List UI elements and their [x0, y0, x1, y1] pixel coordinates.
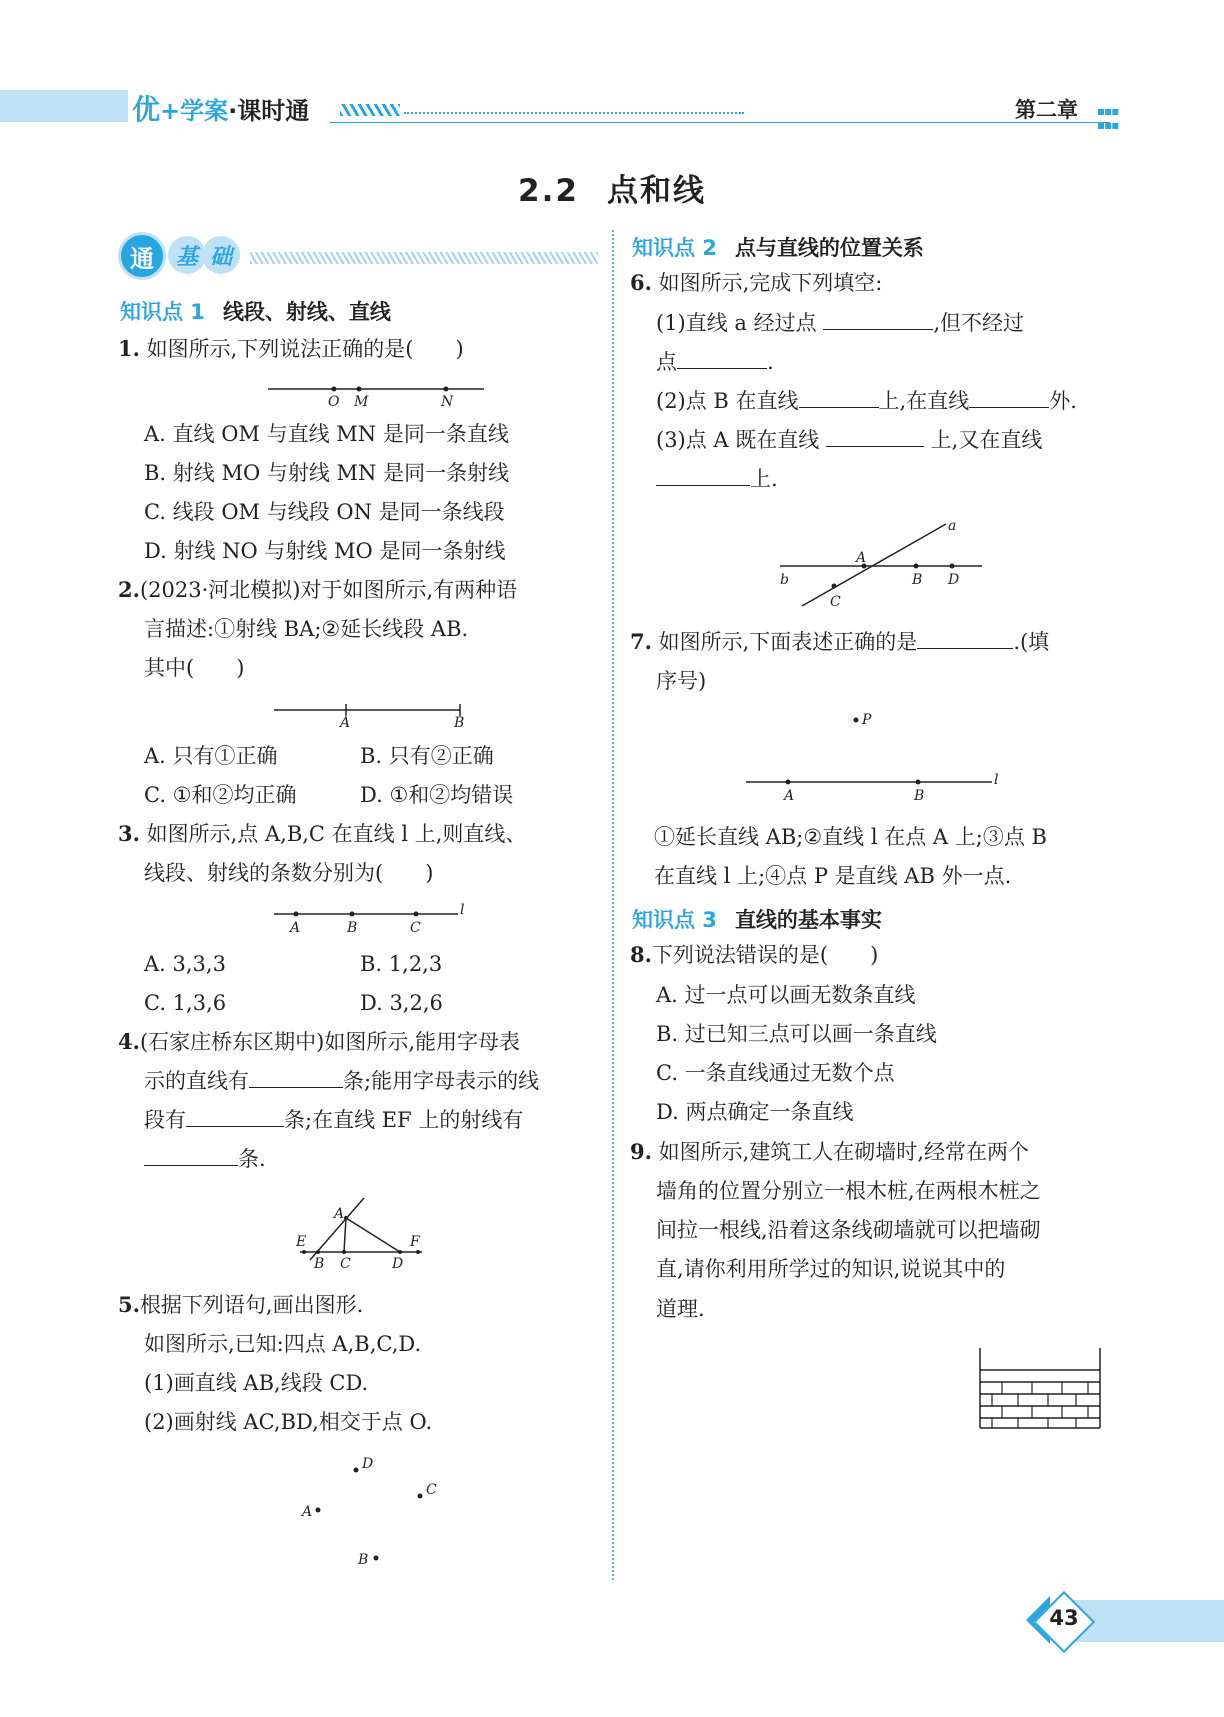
- q5-label-C: C: [426, 1482, 437, 1498]
- q3-option-a: A. 3,3,3: [144, 952, 226, 976]
- q8-option-c: C. 一条直线通过无数个点: [656, 1061, 895, 1085]
- q6-label-A: A: [856, 550, 867, 566]
- q6-line4: (2)点 B 在直线 上,在直线 外.: [656, 382, 1077, 420]
- page-number: 43: [1049, 1606, 1079, 1630]
- q4-line2: 示的直线有 条;能用字母表示的线: [144, 1062, 539, 1100]
- q1-option-a: A. 直线 OM 与直线 MN 是同一条直线: [144, 422, 509, 446]
- q2-label-A: A: [340, 715, 351, 728]
- q1-option-b: B. 射线 MO 与射线 MN 是同一条射线: [144, 461, 510, 485]
- page-title: 2.2 点和线: [518, 173, 706, 209]
- q7-label-B: B: [914, 788, 925, 804]
- q1-option-c: C. 线段 OM 与线段 ON 是同一条线段: [144, 500, 505, 524]
- header-rule: [330, 122, 1110, 123]
- q6-line5: (3)点 A 既在直线 上,又在直线: [656, 421, 1042, 459]
- chapter-label: 第二章: [1015, 98, 1078, 122]
- q2-line2: 言描述:①射线 BA;②延长线段 AB.: [144, 617, 469, 641]
- q7-line3: ①延长直线 AB;②直线 l 在点 A 上;③点 B: [654, 825, 1047, 849]
- q3-label-C: C: [410, 920, 421, 934]
- q2-option-b: B. 只有②正确: [360, 744, 494, 768]
- q7-figure: [742, 704, 1022, 808]
- q6-blank-5: [826, 424, 924, 447]
- q3-line2: 线段、射线的条数分别为( ): [144, 861, 434, 885]
- kp3-heading: 知识点 3 直线的基本事实: [632, 908, 882, 932]
- badge-hatch: [250, 252, 598, 264]
- q3-line1: 3. 如图所示,点 A,B,C 在直线 l 上,则直线、: [118, 821, 527, 846]
- q3-option-b: B. 1,2,3: [360, 952, 443, 976]
- q6-label-C: C: [830, 594, 841, 610]
- section-badge: [118, 232, 166, 280]
- q4-label-F: F: [410, 1234, 420, 1250]
- q5-label-D: D: [362, 1456, 374, 1472]
- q2-option-d: D. ①和②均错误: [360, 783, 514, 807]
- q4-label-C: C: [340, 1256, 351, 1272]
- badge-sub: 基 础: [168, 236, 236, 274]
- q3-option-d: D. 3,2,6: [360, 991, 443, 1015]
- q1-label-M: M: [354, 394, 369, 408]
- q9-line2: 墙角的位置分别立一根木桩,在两根木桩之: [656, 1179, 1041, 1203]
- q2-option-a: A. 只有①正确: [144, 744, 278, 768]
- q7-line4: 在直线 l 上;④点 P 是直线 AB 外一点.: [654, 864, 1012, 888]
- q4-label-A: A: [334, 1206, 345, 1222]
- q4-figure: [292, 1192, 432, 1272]
- q8-option-d: D. 两点确定一条直线: [656, 1100, 854, 1124]
- q6-blank-1: [823, 307, 933, 330]
- q2-line1: 2.(2023·河北模拟)对于如图所示,有两种语: [118, 577, 518, 602]
- q5-line1: 5.根据下列语句,画出图形.: [118, 1292, 364, 1317]
- q5-label-B: B: [358, 1552, 369, 1568]
- q2-line3: 其中( ): [144, 656, 245, 680]
- header-stripes: [340, 104, 400, 116]
- q5-line2: 如图所示,已知:四点 A,B,C,D.: [144, 1332, 422, 1356]
- brand-logo: 优+学案·课时通: [132, 93, 310, 126]
- q3-label-l: l: [460, 902, 465, 918]
- q3-label-B: B: [347, 920, 358, 934]
- kp2-heading: 知识点 2 点与直线的位置关系: [632, 236, 924, 260]
- q4-line3: 段有 条;在直线 EF 上的射线有: [144, 1101, 523, 1139]
- q8-stem: 8.下列说法错误的是( ): [630, 942, 879, 967]
- q6-label-b: b: [780, 572, 789, 588]
- q1-option-d: D. 射线 NO 与射线 MO 是同一条射线: [144, 539, 506, 563]
- q3-option-c: C. 1,3,6: [144, 991, 227, 1015]
- header-dots: [404, 112, 744, 114]
- q7-label-A: A: [784, 788, 795, 804]
- q9-line5: 道理.: [656, 1297, 705, 1321]
- q4-label-B: B: [314, 1256, 325, 1272]
- q7-blank: [917, 626, 1013, 649]
- q1-figure: [268, 378, 488, 408]
- q2-label-B: B: [454, 715, 465, 728]
- q9-line4: 直,请你利用所学过的知识,说说其中的: [656, 1257, 1006, 1281]
- q4-blank-2: [186, 1104, 284, 1127]
- q6-figure: [776, 514, 996, 610]
- column-divider: [612, 230, 614, 1580]
- q4-label-D: D: [392, 1256, 404, 1272]
- q6-label-D: D: [948, 572, 960, 588]
- q7-line2: 序号): [656, 669, 707, 693]
- q5-label-A: A: [302, 1504, 313, 1520]
- q4-blank-1: [249, 1065, 343, 1088]
- q1-label-O: O: [328, 394, 340, 408]
- q5-line3: (1)画直线 AB,线段 CD.: [144, 1371, 369, 1395]
- q3-label-A: A: [290, 920, 301, 934]
- q6-blank-6: [656, 463, 750, 486]
- q4-line1: 4.(石家庄桥东区期中)如图所示,能用字母表: [118, 1029, 520, 1054]
- q6-label-B: B: [912, 572, 923, 588]
- q6-blank-2: [677, 346, 767, 369]
- chapter-dots-icon: ▪▪▪ ▪▪▪: [1097, 104, 1119, 132]
- q8-option-a: A. 过一点可以画无数条直线: [656, 983, 916, 1007]
- q6-blank-4: [969, 385, 1049, 408]
- header-band: [0, 90, 128, 122]
- q5-line4: (2)画射线 AC,BD,相交于点 O.: [144, 1410, 433, 1434]
- q8-option-b: B. 过已知三点可以画一条直线: [656, 1022, 937, 1046]
- q3-figure: [272, 902, 472, 934]
- q5-figure: [290, 1448, 450, 1574]
- q4-blank-3: [144, 1143, 238, 1166]
- q2-figure: [272, 698, 472, 728]
- q9-brick-wall-figure: [976, 1346, 1106, 1430]
- q2-option-c: C. ①和②均正确: [144, 783, 297, 807]
- q7-line1: 7. 如图所示,下面表述正确的是 .(填: [630, 623, 1049, 661]
- q6-label-a: a: [948, 518, 957, 534]
- q1-label-N: N: [441, 394, 454, 408]
- kp1-heading: 知识点 1 线段、射线、直线: [120, 300, 391, 324]
- q4-label-E: E: [296, 1234, 307, 1250]
- q1-stem: 1. 如图所示,下列说法正确的是( ): [118, 336, 464, 361]
- q9-line3: 间拉一根线,沿着这条线砌墙就可以把墙砌: [656, 1218, 1041, 1242]
- q6-line6: 上.: [656, 460, 778, 498]
- q6-line3: 点 .: [656, 343, 774, 381]
- badge-main: 通: [118, 232, 166, 280]
- q4-line4: 条.: [144, 1140, 266, 1178]
- q6-blank-3: [799, 385, 879, 408]
- q7-label-l: l: [994, 772, 999, 788]
- q6-line1: 6. 如图所示,完成下列填空:: [630, 270, 883, 295]
- q7-label-P: P: [862, 712, 872, 728]
- q6-line2: (1)直线 a 经过点 ,但不经过: [656, 304, 1024, 342]
- q9-line1: 9. 如图所示,建筑工人在砌墙时,经常在两个: [630, 1139, 1029, 1164]
